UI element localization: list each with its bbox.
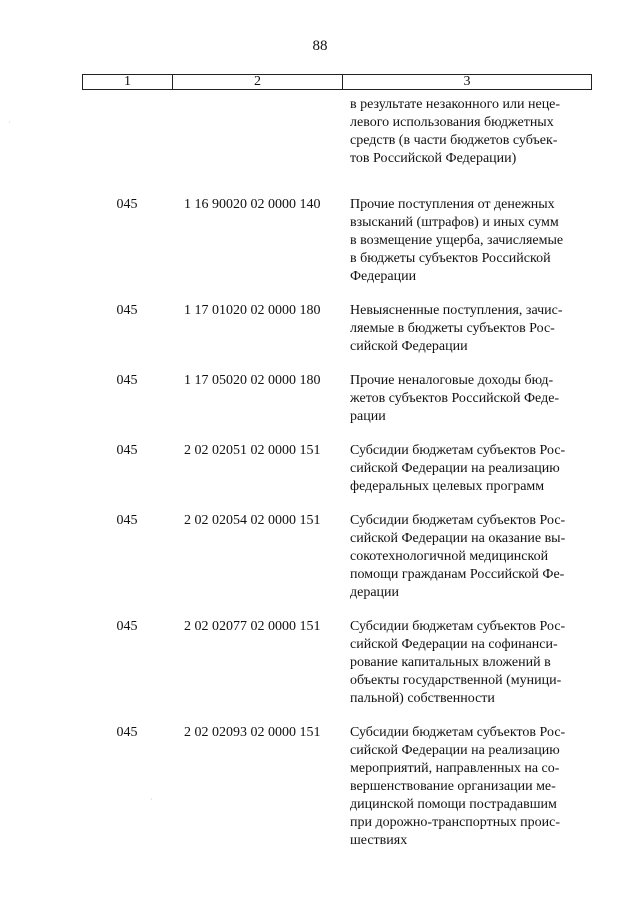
admin-code: 045: [116, 197, 138, 212]
table-body: [82, 96, 592, 866]
admin-code: 045: [116, 513, 138, 528]
description-line: дицинской помощи пострадавшим: [350, 797, 557, 812]
description-line: Федерации: [350, 269, 417, 284]
budget-classification-code: 2 02 02093 02 0000 151: [184, 725, 321, 740]
income-description: [350, 442, 592, 496]
table-row: [82, 724, 592, 850]
description-line: в возмещение ущерба, зачисляемые: [350, 233, 564, 248]
table-row: [82, 302, 592, 356]
table-row: [82, 372, 592, 426]
description-line: при дорожно-транспортных проис-: [350, 815, 560, 830]
description-line: сокотехнологичной медицинской: [350, 549, 549, 564]
admin-code: 045: [116, 303, 138, 318]
description-line: Субсидии бюджетам субъектов Рос-: [350, 443, 566, 458]
description-line: Невыясненные поступления, зачис-: [350, 303, 563, 318]
description-line: Прочие поступления от денежных: [350, 197, 555, 212]
description-line: Субсидии бюджетам субъектов Рос-: [350, 725, 566, 740]
page-number: 88: [312, 38, 328, 54]
admin-code: 045: [116, 619, 138, 634]
income-description: [350, 196, 592, 286]
table-row: [82, 618, 592, 708]
header-col-3: 3: [463, 74, 471, 89]
budget-classification-code: [172, 96, 350, 168]
table-header: [82, 74, 592, 90]
description-line: сийской Федерации на софинанси-: [350, 637, 558, 652]
budget-classification-code: 2 02 02054 02 0000 151: [184, 513, 321, 528]
description-line: вершенствование организации ме-: [350, 779, 556, 794]
header-col-2: 2: [173, 75, 343, 89]
description-line: тов Российской Федерации): [350, 151, 517, 166]
header-col-1: 1: [83, 75, 173, 89]
admin-code: 045: [116, 443, 138, 458]
table-row: [82, 96, 592, 168]
description-line: сийской Федерации на реализацию: [350, 461, 560, 476]
description-line: Субсидии бюджетам субъектов Рос-: [350, 619, 566, 634]
description-line: дерации: [350, 585, 400, 600]
income-description: [350, 618, 592, 708]
description-line: пальной) собственности: [350, 691, 495, 706]
description-line: взысканий (штрафов) и иных сумм: [350, 215, 559, 230]
table-row: [82, 196, 592, 286]
admin-code: 045: [116, 373, 138, 388]
scan-speck: ·: [150, 795, 153, 804]
budget-classification-code: 1 17 05020 02 0000 180: [184, 373, 321, 388]
description-line: средств (в части бюджетов субъек-: [350, 133, 558, 148]
scan-speck: ·: [8, 118, 11, 127]
description-line: Субсидии бюджетам субъектов Рос-: [350, 513, 566, 528]
description-line: жетов субъектов Российской Феде-: [350, 391, 560, 406]
description-line: объекты государственной (муници-: [350, 673, 562, 688]
description-line: в результате незаконного или неце-: [350, 97, 561, 112]
description-line: шествиях: [350, 833, 408, 848]
description-line: левого использования бюджетных: [350, 115, 554, 130]
income-description: [350, 512, 592, 602]
description-line: сийской Федерации на оказание вы-: [350, 531, 566, 546]
description-line: рование капитальных вложений в: [350, 655, 551, 670]
description-line: помощи гражданам Российской Фе-: [350, 567, 565, 582]
table-row: [82, 442, 592, 496]
description-line: сийской Федерации: [350, 339, 468, 354]
description-line: Прочие неналоговые доходы бюд-: [350, 373, 554, 388]
description-line: мероприятий, направленных на со-: [350, 761, 560, 776]
description-line: ляемые в бюджеты субъектов Рос-: [350, 321, 555, 336]
admin-code: [82, 96, 172, 168]
budget-classification-code: 2 02 02051 02 0000 151: [184, 443, 321, 458]
description-line: рации: [350, 409, 386, 424]
income-description: [350, 96, 592, 168]
budget-classification-code: 1 16 90020 02 0000 140: [184, 197, 321, 212]
description-line: сийской Федерации на реализацию: [350, 743, 560, 758]
description-line: в бюджеты субъектов Российской: [350, 251, 551, 266]
description-line: федеральных целевых программ: [350, 479, 545, 494]
income-description: [350, 372, 592, 426]
income-description: [350, 302, 592, 356]
budget-classification-code: 2 02 02077 02 0000 151: [184, 619, 321, 634]
income-description: [350, 724, 592, 850]
table-row: [82, 512, 592, 602]
admin-code: 045: [116, 725, 138, 740]
budget-classification-code: 1 17 01020 02 0000 180: [184, 303, 321, 318]
